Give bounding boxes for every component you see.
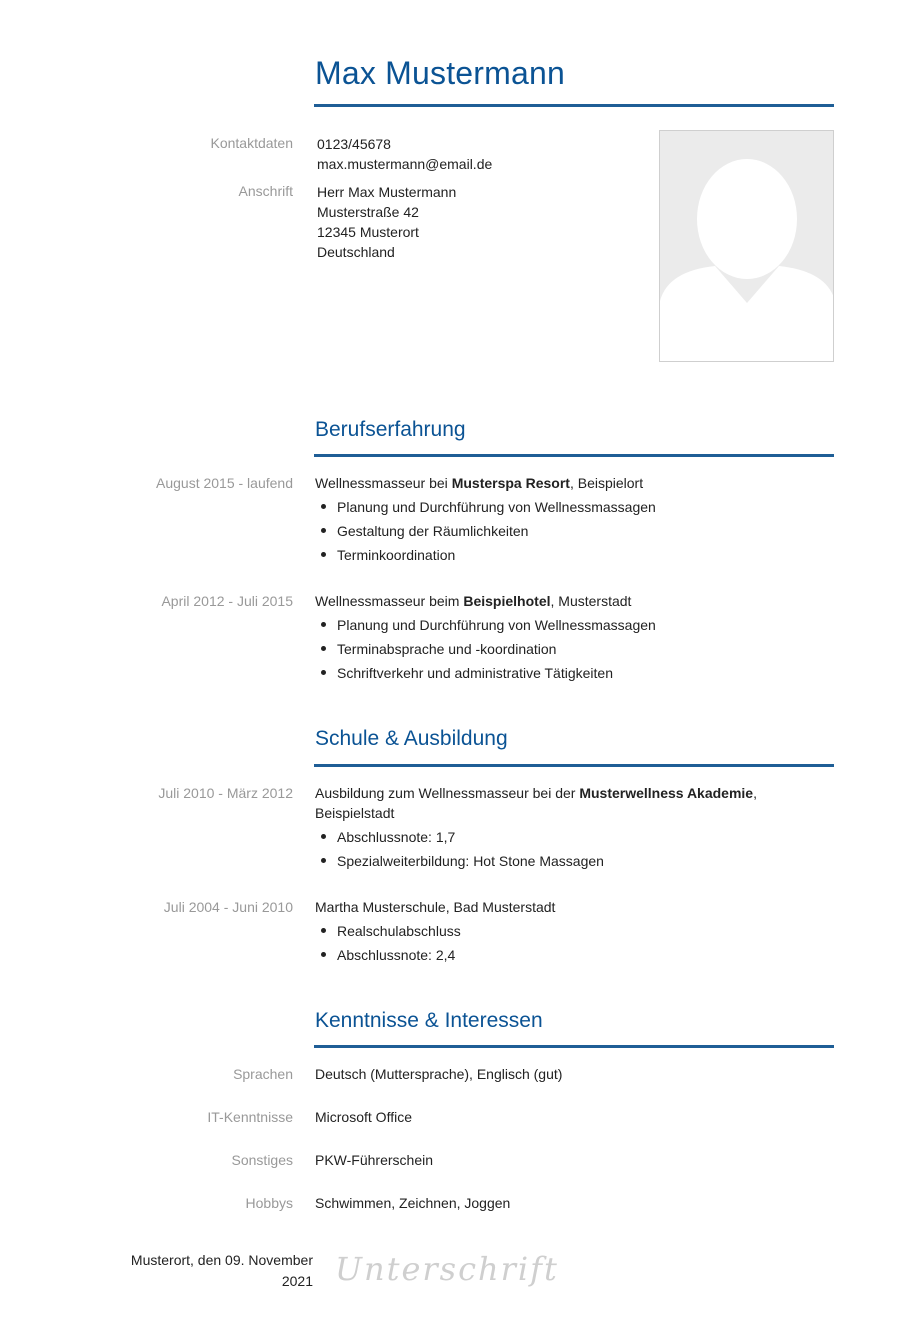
entry-org: Beispielhotel	[463, 593, 551, 609]
section-divider	[314, 454, 834, 457]
address-line: Herr Max Mustermann	[317, 184, 457, 200]
entry-bullets	[315, 919, 835, 967]
entry-org: Musterspa Resort	[451, 475, 570, 491]
section-divider	[314, 764, 834, 767]
list-item: Abschlussnote: 1,7	[315, 825, 835, 849]
entry-title-prefix: Wellnessmasseur beim	[315, 593, 464, 609]
entry-bullets	[315, 613, 835, 685]
contact-values	[317, 134, 492, 174]
list-item: Planung und Durchführung von Wellnessmassagen	[315, 495, 835, 519]
section-heading-experience: Berufserfahrung	[315, 418, 466, 441]
entry-title	[315, 591, 835, 611]
list-item: Planung und Durchführung von Wellnessmassagen	[315, 613, 835, 637]
address-line: Deutschland	[317, 244, 395, 260]
skill-value: Deutsch (Muttersprache), Englisch (gut)	[315, 1066, 563, 1082]
address-values	[317, 182, 456, 262]
address-line: 12345 Musterort	[317, 224, 419, 240]
education-entry	[315, 897, 835, 967]
list-item: Abschlussnote: 2,4	[315, 943, 835, 967]
section-heading-education: Schule & Ausbildung	[315, 727, 508, 750]
entry-title	[315, 783, 835, 803]
contact-label: Kontaktdaten	[210, 135, 293, 151]
title-divider	[314, 104, 834, 107]
page-title: Max Mustermann	[315, 55, 565, 91]
address-label: Anschrift	[238, 183, 293, 199]
list-item: Gestaltung der Räumlichkeiten	[315, 519, 835, 543]
entry-date: Juli 2004 - Juni 2010	[163, 899, 293, 915]
entry-title: Martha Musterschule, Bad Musterstadt	[315, 899, 556, 915]
entry-bullets	[315, 825, 835, 873]
skill-label: Sonstiges	[231, 1152, 293, 1168]
entry-title-suffix: , Beispielort	[569, 475, 644, 491]
experience-entry	[315, 591, 835, 685]
section-divider	[314, 1045, 834, 1048]
entry-title-line2: Beispielstadt	[315, 805, 395, 821]
place-date-line: Musterort, den 09. November	[130, 1252, 313, 1268]
avatar-silhouette-icon	[660, 131, 834, 362]
list-item: Schriftverkehr und administrative Tätigkeiten	[315, 661, 835, 685]
entry-title	[315, 473, 835, 493]
entry-org: Musterwellness Akademie	[579, 785, 754, 801]
skill-value: Schwimmen, Zeichnen, Joggen	[315, 1195, 511, 1211]
entry-date: Juli 2010 - März 2012	[158, 785, 293, 801]
phone-number: 0123/45678	[317, 136, 391, 152]
entry-title-prefix: Ausbildung zum Wellnessmasseur bei der	[315, 785, 580, 801]
entry-bullets	[315, 495, 835, 567]
skill-value: Microsoft Office	[315, 1109, 412, 1125]
section-heading-skills: Kenntnisse & Interessen	[315, 1009, 543, 1032]
place-date-line: 2021	[281, 1273, 313, 1289]
list-item: Terminabsprache und -koordination	[315, 637, 835, 661]
address-line: Musterstraße 42	[317, 204, 419, 220]
place-date	[113, 1250, 313, 1292]
profile-photo-placeholder	[659, 130, 834, 362]
experience-entry	[315, 473, 835, 567]
list-item: Realschulabschluss	[315, 919, 835, 943]
skill-value: PKW-Führerschein	[315, 1152, 434, 1168]
email-address: max.mustermann@email.de	[317, 156, 493, 172]
entry-date: April 2012 - Juli 2015	[161, 593, 293, 609]
education-entry	[315, 783, 835, 873]
entry-title-suffix: , Musterstadt	[550, 593, 632, 609]
list-item: Terminkoordination	[315, 543, 835, 567]
entry-title-suffix: ,	[753, 785, 757, 801]
entry-title-prefix: Wellnessmasseur bei	[315, 475, 452, 491]
skill-label: Hobbys	[245, 1195, 293, 1211]
list-item: Spezialweiterbildung: Hot Stone Massagen	[315, 849, 835, 873]
entry-date: August 2015 - laufend	[156, 475, 293, 491]
signature: Unterschrift	[335, 1250, 559, 1288]
skill-label: IT-Kenntnisse	[207, 1109, 293, 1125]
skill-label: Sprachen	[233, 1066, 293, 1082]
